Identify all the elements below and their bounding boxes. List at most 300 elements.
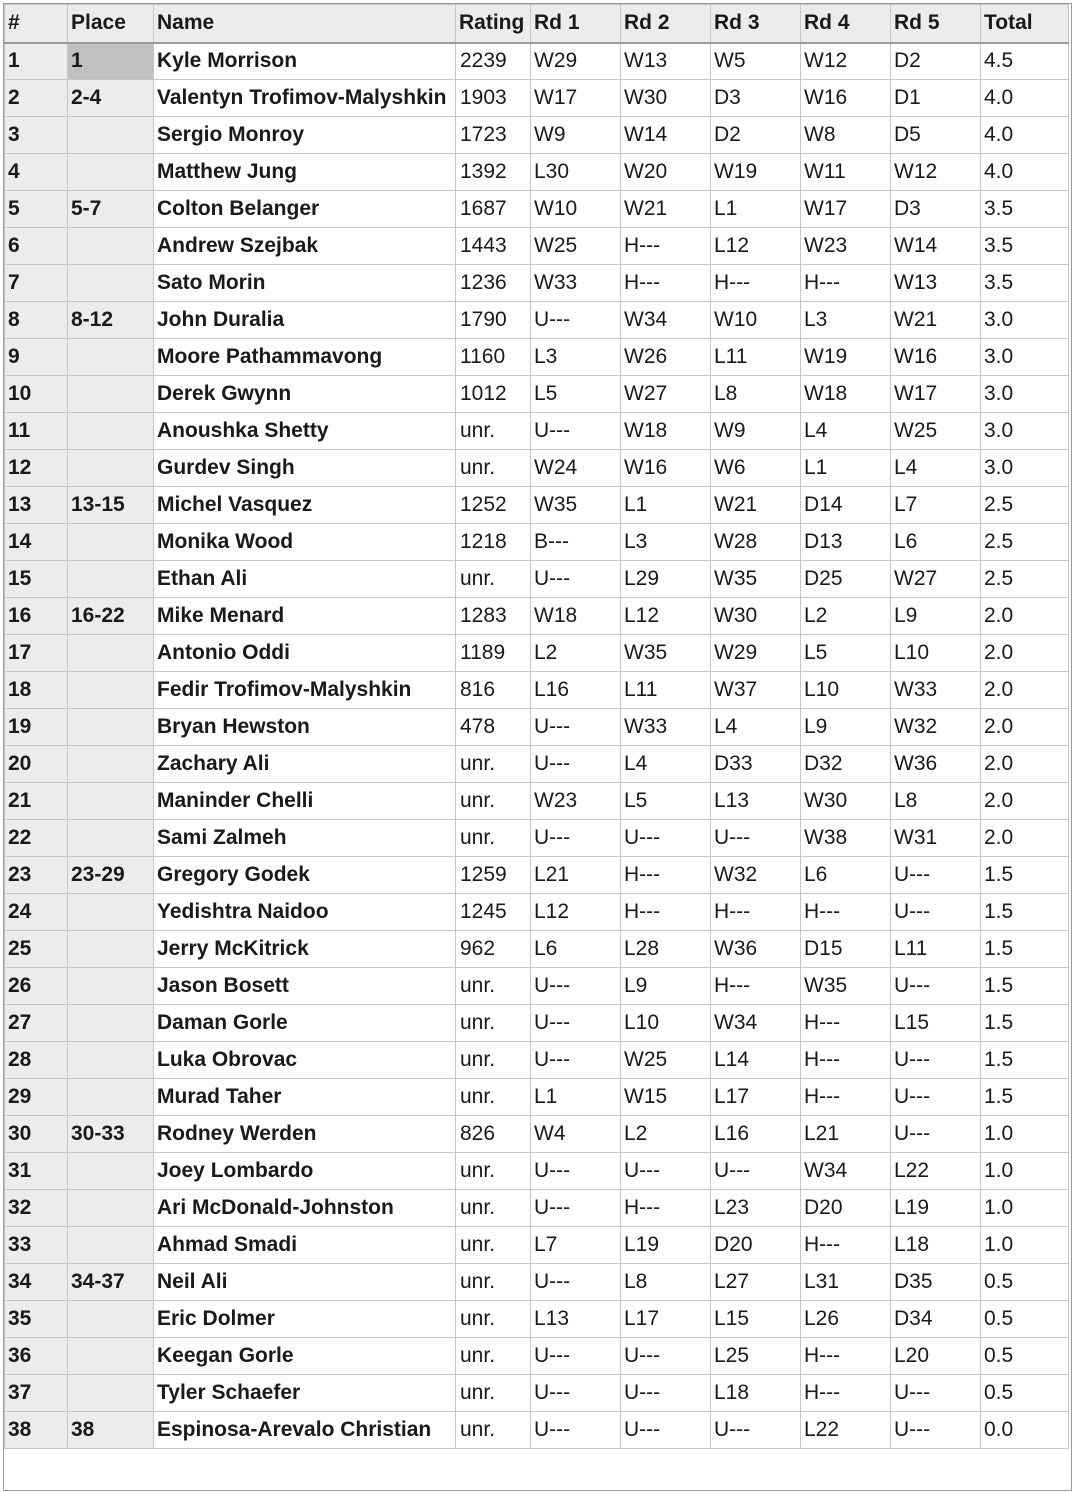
total-cell[interactable]: 0.0: [981, 1412, 1069, 1449]
total-cell[interactable]: 2.5: [981, 561, 1069, 598]
place-cell[interactable]: [68, 820, 154, 857]
total-cell[interactable]: 3.0: [981, 376, 1069, 413]
table-row[interactable]: [5, 450, 1069, 487]
round-2-cell[interactable]: W18: [621, 413, 711, 450]
round-2-cell[interactable]: W25: [621, 1042, 711, 1079]
place-cell[interactable]: 16-22: [68, 598, 154, 635]
player-name-cell[interactable]: Zachary Ali: [154, 746, 456, 783]
round-2-cell[interactable]: L8: [621, 1264, 711, 1301]
round-3-cell[interactable]: W6: [711, 450, 801, 487]
total-cell[interactable]: 3.5: [981, 265, 1069, 302]
rating-cell[interactable]: 1790: [456, 302, 531, 339]
round-3-cell[interactable]: U---: [711, 1153, 801, 1190]
place-cell[interactable]: 38: [68, 1412, 154, 1449]
total-cell[interactable]: 4.0: [981, 80, 1069, 117]
total-cell[interactable]: 1.5: [981, 1079, 1069, 1116]
round-2-cell[interactable]: L2: [621, 1116, 711, 1153]
round-5-cell[interactable]: W33: [891, 672, 981, 709]
row-index-cell[interactable]: 1: [5, 43, 68, 80]
round-4-cell[interactable]: L5: [801, 635, 891, 672]
rating-cell[interactable]: 1259: [456, 857, 531, 894]
row-index-cell[interactable]: 36: [5, 1338, 68, 1375]
round-1-cell[interactable]: W4: [531, 1116, 621, 1153]
table-row[interactable]: [5, 302, 1069, 339]
round-3-cell[interactable]: W35: [711, 561, 801, 598]
player-name-cell[interactable]: Joey Lombardo: [154, 1153, 456, 1190]
table-row[interactable]: [5, 1116, 1069, 1153]
round-4-cell[interactable]: W8: [801, 117, 891, 154]
round-2-cell[interactable]: L19: [621, 1227, 711, 1264]
round-1-cell[interactable]: U---: [531, 1375, 621, 1412]
rating-cell[interactable]: unr.: [456, 968, 531, 1005]
player-name-cell[interactable]: Sato Morin: [154, 265, 456, 302]
column-header-round-4[interactable]: Rd 4: [801, 5, 891, 43]
round-5-cell[interactable]: L15: [891, 1005, 981, 1042]
total-cell[interactable]: 4.0: [981, 117, 1069, 154]
round-2-cell[interactable]: L28: [621, 931, 711, 968]
total-cell[interactable]: 3.0: [981, 413, 1069, 450]
player-name-cell[interactable]: Espinosa-Arevalo Christian: [154, 1412, 456, 1449]
row-index-cell[interactable]: 11: [5, 413, 68, 450]
round-5-cell[interactable]: L18: [891, 1227, 981, 1264]
table-row[interactable]: [5, 894, 1069, 931]
row-index-cell[interactable]: 3: [5, 117, 68, 154]
round-5-cell[interactable]: U---: [891, 894, 981, 931]
rating-cell[interactable]: 478: [456, 709, 531, 746]
total-cell[interactable]: 0.5: [981, 1301, 1069, 1338]
round-1-cell[interactable]: U---: [531, 302, 621, 339]
round-2-cell[interactable]: L4: [621, 746, 711, 783]
round-4-cell[interactable]: H---: [801, 1042, 891, 1079]
rating-cell[interactable]: 962: [456, 931, 531, 968]
round-4-cell[interactable]: W17: [801, 191, 891, 228]
round-2-cell[interactable]: W21: [621, 191, 711, 228]
round-1-cell[interactable]: B---: [531, 524, 621, 561]
rating-cell[interactable]: unr.: [456, 746, 531, 783]
place-cell[interactable]: 13-15: [68, 487, 154, 524]
round-1-cell[interactable]: W33: [531, 265, 621, 302]
round-1-cell[interactable]: L21: [531, 857, 621, 894]
rating-cell[interactable]: 2239: [456, 43, 531, 80]
round-5-cell[interactable]: W17: [891, 376, 981, 413]
rating-cell[interactable]: 1443: [456, 228, 531, 265]
place-cell[interactable]: [68, 1153, 154, 1190]
round-5-cell[interactable]: W13: [891, 265, 981, 302]
round-1-cell[interactable]: U---: [531, 1005, 621, 1042]
round-3-cell[interactable]: U---: [711, 1412, 801, 1449]
player-name-cell[interactable]: Daman Gorle: [154, 1005, 456, 1042]
total-cell[interactable]: 2.0: [981, 672, 1069, 709]
round-4-cell[interactable]: L21: [801, 1116, 891, 1153]
round-2-cell[interactable]: W15: [621, 1079, 711, 1116]
round-2-cell[interactable]: U---: [621, 1375, 711, 1412]
table-row[interactable]: [5, 191, 1069, 228]
row-index-cell[interactable]: 35: [5, 1301, 68, 1338]
round-1-cell[interactable]: L2: [531, 635, 621, 672]
round-1-cell[interactable]: U---: [531, 1264, 621, 1301]
round-2-cell[interactable]: L10: [621, 1005, 711, 1042]
round-1-cell[interactable]: W17: [531, 80, 621, 117]
player-name-cell[interactable]: John Duralia: [154, 302, 456, 339]
round-5-cell[interactable]: D1: [891, 80, 981, 117]
round-3-cell[interactable]: L23: [711, 1190, 801, 1227]
row-index-cell[interactable]: 6: [5, 228, 68, 265]
round-5-cell[interactable]: D2: [891, 43, 981, 80]
rating-cell[interactable]: unr.: [456, 1079, 531, 1116]
round-5-cell[interactable]: U---: [891, 1412, 981, 1449]
round-5-cell[interactable]: U---: [891, 857, 981, 894]
rating-cell[interactable]: 1245: [456, 894, 531, 931]
row-index-cell[interactable]: 10: [5, 376, 68, 413]
total-cell[interactable]: 4.5: [981, 43, 1069, 80]
round-3-cell[interactable]: L12: [711, 228, 801, 265]
total-cell[interactable]: 0.5: [981, 1264, 1069, 1301]
round-2-cell[interactable]: U---: [621, 1153, 711, 1190]
round-5-cell[interactable]: L10: [891, 635, 981, 672]
round-2-cell[interactable]: H---: [621, 228, 711, 265]
round-3-cell[interactable]: W28: [711, 524, 801, 561]
round-4-cell[interactable]: L6: [801, 857, 891, 894]
round-3-cell[interactable]: W10: [711, 302, 801, 339]
round-2-cell[interactable]: W16: [621, 450, 711, 487]
round-2-cell[interactable]: W26: [621, 339, 711, 376]
total-cell[interactable]: 3.0: [981, 302, 1069, 339]
table-row[interactable]: [5, 80, 1069, 117]
round-4-cell[interactable]: L4: [801, 413, 891, 450]
round-5-cell[interactable]: D35: [891, 1264, 981, 1301]
round-3-cell[interactable]: L13: [711, 783, 801, 820]
round-1-cell[interactable]: U---: [531, 746, 621, 783]
table-row[interactable]: [5, 376, 1069, 413]
round-1-cell[interactable]: W29: [531, 43, 621, 80]
place-cell[interactable]: [68, 1375, 154, 1412]
round-5-cell[interactable]: W14: [891, 228, 981, 265]
row-index-cell[interactable]: 7: [5, 265, 68, 302]
total-cell[interactable]: 1.0: [981, 1227, 1069, 1264]
round-2-cell[interactable]: W34: [621, 302, 711, 339]
rating-cell[interactable]: 1687: [456, 191, 531, 228]
rating-cell[interactable]: unr.: [456, 1375, 531, 1412]
round-2-cell[interactable]: H---: [621, 1190, 711, 1227]
row-index-cell[interactable]: 8: [5, 302, 68, 339]
round-4-cell[interactable]: D20: [801, 1190, 891, 1227]
table-row[interactable]: [5, 43, 1069, 80]
table-row[interactable]: [5, 1079, 1069, 1116]
table-row[interactable]: [5, 968, 1069, 1005]
total-cell[interactable]: 3.5: [981, 191, 1069, 228]
row-index-cell[interactable]: 28: [5, 1042, 68, 1079]
table-row[interactable]: [5, 117, 1069, 154]
round-3-cell[interactable]: H---: [711, 894, 801, 931]
round-1-cell[interactable]: L6: [531, 931, 621, 968]
row-index-cell[interactable]: 20: [5, 746, 68, 783]
place-cell[interactable]: [68, 1227, 154, 1264]
row-index-cell[interactable]: 30: [5, 1116, 68, 1153]
place-cell[interactable]: 2-4: [68, 80, 154, 117]
round-5-cell[interactable]: W16: [891, 339, 981, 376]
rating-cell[interactable]: 1012: [456, 376, 531, 413]
row-index-cell[interactable]: 34: [5, 1264, 68, 1301]
round-4-cell[interactable]: H---: [801, 894, 891, 931]
row-index-cell[interactable]: 32: [5, 1190, 68, 1227]
player-name-cell[interactable]: Antonio Oddi: [154, 635, 456, 672]
round-3-cell[interactable]: L4: [711, 709, 801, 746]
place-cell[interactable]: [68, 1301, 154, 1338]
round-3-cell[interactable]: D20: [711, 1227, 801, 1264]
place-cell[interactable]: [68, 524, 154, 561]
place-cell[interactable]: [68, 228, 154, 265]
rating-cell[interactable]: 1236: [456, 265, 531, 302]
table-row[interactable]: [5, 1412, 1069, 1449]
place-cell[interactable]: [68, 635, 154, 672]
row-index-cell[interactable]: 25: [5, 931, 68, 968]
player-name-cell[interactable]: Andrew Szejbak: [154, 228, 456, 265]
place-cell[interactable]: [68, 1190, 154, 1227]
table-row[interactable]: [5, 820, 1069, 857]
round-5-cell[interactable]: W36: [891, 746, 981, 783]
round-2-cell[interactable]: L12: [621, 598, 711, 635]
column-header-round-5[interactable]: Rd 5: [891, 5, 981, 43]
round-5-cell[interactable]: L9: [891, 598, 981, 635]
rating-cell[interactable]: 816: [456, 672, 531, 709]
total-cell[interactable]: 0.5: [981, 1375, 1069, 1412]
round-1-cell[interactable]: W9: [531, 117, 621, 154]
place-cell[interactable]: [68, 1005, 154, 1042]
row-index-cell[interactable]: 26: [5, 968, 68, 1005]
round-2-cell[interactable]: L9: [621, 968, 711, 1005]
round-4-cell[interactable]: W34: [801, 1153, 891, 1190]
round-2-cell[interactable]: W13: [621, 43, 711, 80]
player-name-cell[interactable]: Maninder Chelli: [154, 783, 456, 820]
place-cell[interactable]: 23-29: [68, 857, 154, 894]
round-4-cell[interactable]: W12: [801, 43, 891, 80]
row-index-cell[interactable]: 2: [5, 80, 68, 117]
row-index-cell[interactable]: 29: [5, 1079, 68, 1116]
row-index-cell[interactable]: 9: [5, 339, 68, 376]
table-row[interactable]: [5, 1301, 1069, 1338]
table-row[interactable]: [5, 709, 1069, 746]
round-1-cell[interactable]: W25: [531, 228, 621, 265]
place-cell[interactable]: 30-33: [68, 1116, 154, 1153]
round-5-cell[interactable]: L11: [891, 931, 981, 968]
round-5-cell[interactable]: D5: [891, 117, 981, 154]
round-4-cell[interactable]: D32: [801, 746, 891, 783]
player-name-cell[interactable]: Neil Ali: [154, 1264, 456, 1301]
round-5-cell[interactable]: U---: [891, 1116, 981, 1153]
round-4-cell[interactable]: L10: [801, 672, 891, 709]
total-cell[interactable]: 1.0: [981, 1153, 1069, 1190]
place-cell[interactable]: [68, 339, 154, 376]
round-1-cell[interactable]: L1: [531, 1079, 621, 1116]
column-header-round-2[interactable]: Rd 2: [621, 5, 711, 43]
round-3-cell[interactable]: L25: [711, 1338, 801, 1375]
round-1-cell[interactable]: L12: [531, 894, 621, 931]
round-3-cell[interactable]: W34: [711, 1005, 801, 1042]
row-index-cell[interactable]: 38: [5, 1412, 68, 1449]
round-1-cell[interactable]: U---: [531, 413, 621, 450]
player-name-cell[interactable]: Sami Zalmeh: [154, 820, 456, 857]
round-3-cell[interactable]: L17: [711, 1079, 801, 1116]
row-index-cell[interactable]: 19: [5, 709, 68, 746]
round-4-cell[interactable]: H---: [801, 1338, 891, 1375]
round-2-cell[interactable]: U---: [621, 820, 711, 857]
round-1-cell[interactable]: L16: [531, 672, 621, 709]
row-index-cell[interactable]: 16: [5, 598, 68, 635]
round-5-cell[interactable]: D34: [891, 1301, 981, 1338]
round-4-cell[interactable]: L3: [801, 302, 891, 339]
table-row[interactable]: [5, 931, 1069, 968]
player-name-cell[interactable]: Yedishtra Naidoo: [154, 894, 456, 931]
round-5-cell[interactable]: L22: [891, 1153, 981, 1190]
round-1-cell[interactable]: W23: [531, 783, 621, 820]
round-2-cell[interactable]: W20: [621, 154, 711, 191]
total-cell[interactable]: 1.5: [981, 968, 1069, 1005]
player-name-cell[interactable]: Kyle Morrison: [154, 43, 456, 80]
round-1-cell[interactable]: U---: [531, 561, 621, 598]
round-4-cell[interactable]: H---: [801, 1227, 891, 1264]
column-header-index[interactable]: #: [5, 5, 68, 43]
round-1-cell[interactable]: L7: [531, 1227, 621, 1264]
round-3-cell[interactable]: L27: [711, 1264, 801, 1301]
round-2-cell[interactable]: W35: [621, 635, 711, 672]
rating-cell[interactable]: unr.: [456, 1227, 531, 1264]
round-4-cell[interactable]: W38: [801, 820, 891, 857]
total-cell[interactable]: 2.0: [981, 635, 1069, 672]
rating-cell[interactable]: unr.: [456, 561, 531, 598]
total-cell[interactable]: 3.0: [981, 450, 1069, 487]
round-2-cell[interactable]: U---: [621, 1412, 711, 1449]
round-1-cell[interactable]: L3: [531, 339, 621, 376]
rating-cell[interactable]: 1218: [456, 524, 531, 561]
round-4-cell[interactable]: L22: [801, 1412, 891, 1449]
round-3-cell[interactable]: L8: [711, 376, 801, 413]
player-name-cell[interactable]: Tyler Schaefer: [154, 1375, 456, 1412]
place-cell[interactable]: [68, 672, 154, 709]
rating-cell[interactable]: 1283: [456, 598, 531, 635]
table-row[interactable]: [5, 228, 1069, 265]
total-cell[interactable]: 2.0: [981, 746, 1069, 783]
total-cell[interactable]: 2.0: [981, 598, 1069, 635]
round-4-cell[interactable]: W11: [801, 154, 891, 191]
round-5-cell[interactable]: W21: [891, 302, 981, 339]
total-cell[interactable]: 2.5: [981, 487, 1069, 524]
round-5-cell[interactable]: L7: [891, 487, 981, 524]
column-header-place[interactable]: Place: [68, 5, 154, 43]
round-1-cell[interactable]: U---: [531, 1190, 621, 1227]
round-5-cell[interactable]: W12: [891, 154, 981, 191]
table-row[interactable]: [5, 1375, 1069, 1412]
round-1-cell[interactable]: U---: [531, 820, 621, 857]
total-cell[interactable]: 1.0: [981, 1116, 1069, 1153]
round-2-cell[interactable]: H---: [621, 857, 711, 894]
round-2-cell[interactable]: W30: [621, 80, 711, 117]
round-3-cell[interactable]: W29: [711, 635, 801, 672]
table-row[interactable]: [5, 783, 1069, 820]
place-cell[interactable]: [68, 154, 154, 191]
round-1-cell[interactable]: U---: [531, 968, 621, 1005]
round-3-cell[interactable]: L1: [711, 191, 801, 228]
round-5-cell[interactable]: L8: [891, 783, 981, 820]
round-3-cell[interactable]: W5: [711, 43, 801, 80]
round-1-cell[interactable]: U---: [531, 1338, 621, 1375]
round-4-cell[interactable]: W18: [801, 376, 891, 413]
total-cell[interactable]: 2.5: [981, 524, 1069, 561]
total-cell[interactable]: 1.5: [981, 857, 1069, 894]
total-cell[interactable]: 1.5: [981, 894, 1069, 931]
table-row[interactable]: [5, 1264, 1069, 1301]
round-2-cell[interactable]: W27: [621, 376, 711, 413]
row-index-cell[interactable]: 22: [5, 820, 68, 857]
total-cell[interactable]: 2.0: [981, 783, 1069, 820]
table-row[interactable]: [5, 487, 1069, 524]
rating-cell[interactable]: unr.: [456, 1338, 531, 1375]
column-header-name[interactable]: Name: [154, 5, 456, 43]
rating-cell[interactable]: unr.: [456, 413, 531, 450]
row-index-cell[interactable]: 37: [5, 1375, 68, 1412]
place-cell[interactable]: [68, 376, 154, 413]
round-3-cell[interactable]: D3: [711, 80, 801, 117]
round-4-cell[interactable]: W30: [801, 783, 891, 820]
place-cell[interactable]: 1: [68, 43, 154, 80]
player-name-cell[interactable]: Michel Vasquez: [154, 487, 456, 524]
column-header-total[interactable]: Total: [981, 5, 1069, 43]
round-1-cell[interactable]: W18: [531, 598, 621, 635]
round-3-cell[interactable]: L16: [711, 1116, 801, 1153]
round-5-cell[interactable]: U---: [891, 1042, 981, 1079]
player-name-cell[interactable]: Fedir Trofimov-Malyshkin: [154, 672, 456, 709]
player-name-cell[interactable]: Derek Gwynn: [154, 376, 456, 413]
place-cell[interactable]: [68, 1079, 154, 1116]
round-5-cell[interactable]: U---: [891, 968, 981, 1005]
round-3-cell[interactable]: W32: [711, 857, 801, 894]
total-cell[interactable]: 0.5: [981, 1338, 1069, 1375]
table-row[interactable]: [5, 746, 1069, 783]
round-1-cell[interactable]: W24: [531, 450, 621, 487]
table-row[interactable]: [5, 154, 1069, 191]
table-row[interactable]: [5, 672, 1069, 709]
round-2-cell[interactable]: L5: [621, 783, 711, 820]
rating-cell[interactable]: unr.: [456, 783, 531, 820]
place-cell[interactable]: [68, 265, 154, 302]
round-4-cell[interactable]: H---: [801, 1079, 891, 1116]
total-cell[interactable]: 2.0: [981, 709, 1069, 746]
column-header-round-1[interactable]: Rd 1: [531, 5, 621, 43]
row-index-cell[interactable]: 13: [5, 487, 68, 524]
column-header-rating[interactable]: Rating: [456, 5, 531, 43]
rating-cell[interactable]: unr.: [456, 1190, 531, 1227]
round-1-cell[interactable]: L5: [531, 376, 621, 413]
player-name-cell[interactable]: Keegan Gorle: [154, 1338, 456, 1375]
round-5-cell[interactable]: L19: [891, 1190, 981, 1227]
place-cell[interactable]: [68, 783, 154, 820]
round-1-cell[interactable]: U---: [531, 709, 621, 746]
place-cell[interactable]: 34-37: [68, 1264, 154, 1301]
round-4-cell[interactable]: H---: [801, 1005, 891, 1042]
player-name-cell[interactable]: Monika Wood: [154, 524, 456, 561]
place-cell[interactable]: [68, 894, 154, 931]
table-row[interactable]: [5, 339, 1069, 376]
place-cell[interactable]: 8-12: [68, 302, 154, 339]
rating-cell[interactable]: unr.: [456, 1301, 531, 1338]
player-name-cell[interactable]: Gregory Godek: [154, 857, 456, 894]
round-3-cell[interactable]: D33: [711, 746, 801, 783]
rating-cell[interactable]: 1723: [456, 117, 531, 154]
table-row[interactable]: [5, 598, 1069, 635]
round-2-cell[interactable]: L3: [621, 524, 711, 561]
round-5-cell[interactable]: U---: [891, 1079, 981, 1116]
round-5-cell[interactable]: D3: [891, 191, 981, 228]
round-5-cell[interactable]: U---: [891, 1375, 981, 1412]
